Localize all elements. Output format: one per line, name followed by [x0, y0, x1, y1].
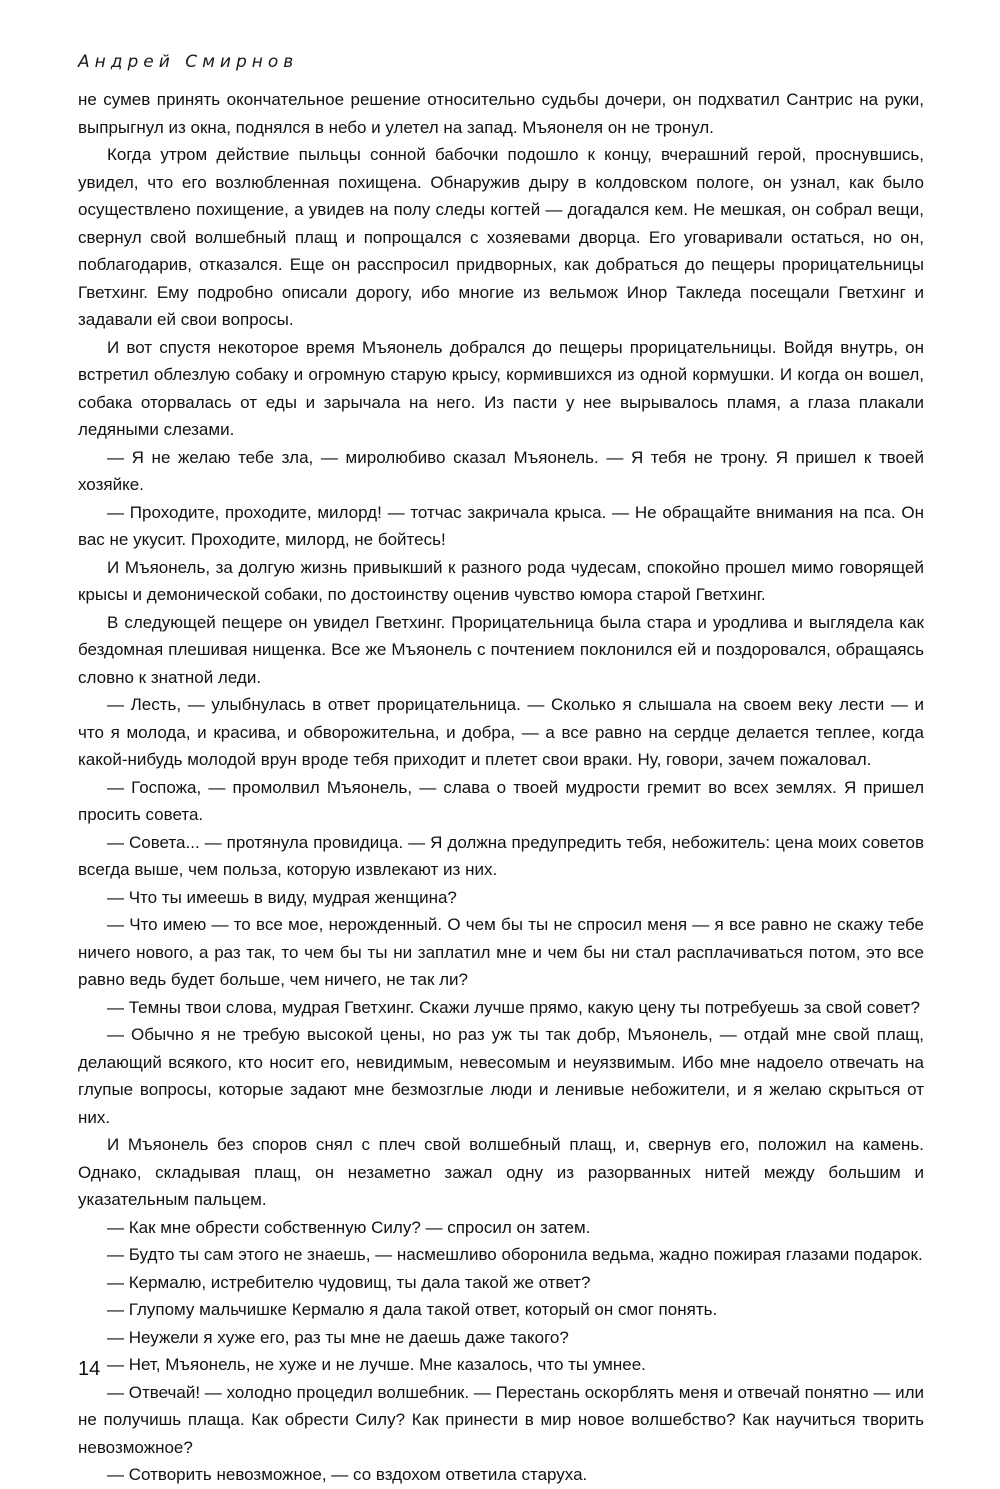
paragraph: — Неужели я хуже его, раз ты мне не даешь даже такого? — [107, 1327, 569, 1347]
paragraph: — Нет, Мъяонель, не хуже и не лучше. Мне казалось, что ты умнее. — [107, 1355, 646, 1374]
paragraph: — Я не желаю тебе зла, — миролюбиво сказал Мъяонель. — Я тебя не трону. Я пришел к твоей хозяйке. — [78, 447, 924, 494]
paragraph: Когда утром действие пыльцы сонной бабочки подошло к концу, вчерашний герой, проснувшись, увидел, что его возлюбленная похищена. Обнаружив дыру в колдовском пологе, он узнал, как было осуществлено похищение, а увидев на полу следы когтей — догадался кем. Не мешкая, он собрал вещи, свернул свой волшебный плащ и попрощался с хозяевами дворца. Его уговаривали остаться, но он, поблагодарив, отказался. Еще он расспросил придворных, как добраться до пещеры прорицательницы Гветхинг. Ему подробно описали дорогу, ибо многие из вельмож Инор Такледа посещали Гветхинг и задавали ей свои вопросы. — [78, 145, 924, 329]
paragraph: — Темны твои слова, мудрая Гветхинг. Скажи лучше прямо, какую цену ты потребуешь за свой совет? — [107, 997, 920, 1017]
page-number: 14 — [78, 1358, 101, 1380]
paragraph: И Мъяонель, за долгую жизнь привыкший к разного рода чудесам, спокойно прошел мимо говорящей крысы и демонической собаки, по достоинству оценив чувство юмора старой Гветхинг. — [78, 557, 924, 604]
running-head-author: Андрей Смирнов — [78, 52, 299, 72]
body-text — [78, 86, 924, 1489]
paragraph: — Глупому мальчишке Кермалю я дала такой ответ, который он смог понять. — [107, 1300, 718, 1319]
paragraph: — Будто ты сам этого не знаешь, — насмешливо оборонила ведьма, жадно пожирая глазами подарок. — [107, 1245, 923, 1264]
paragraph: — Отвечай! — холодно процедил волшебник. — Перестань оскорблять меня и отвечай понятно — или не получишь плаща. Как обрести Силу? Как принести в мир новое волшебство? Как научиться творить невозможное? — [78, 1382, 924, 1457]
paragraph: — Сотворить невозможное, — со вздохом ответила старуха. — [107, 1465, 588, 1484]
paragraph: — Что ты имеешь в виду, мудрая женщина? — [107, 887, 457, 907]
paragraph: — Обычно я не требую высокой цены, но раз уж ты так добр, Мъяонель, — отдай мне свой плащ, делающий всякого, кто носит его, невидимым, невесомым и неуязвимым. Ибо мне надоело отвечать на глупые вопросы, которые задают мне безмозглые люди и ленивые небожители, и я желаю скрыться от них. — [78, 1025, 924, 1127]
paragraph: — Совета... — протянула провидица. — Я должна предупредить тебя, небожитель: цена моих советов всегда выше, чем польза, которую извлекают из них. — [78, 832, 924, 879]
paragraph: — Проходите, проходите, милорд! — тотчас закричала крыса. — Не обращайте внимания на пса. Он вас не укусит. Проходите, милорд, не бойтесь! — [78, 502, 924, 549]
paragraph: — Госпожа, — промолвил Мъяонель, — слава о твоей мудрости гремит во всех землях. Я пришел просить совета. — [78, 777, 924, 824]
paragraph: — Кермалю, истребителю чудовищ, ты дала такой же ответ? — [107, 1272, 591, 1292]
paragraph: — Как мне обрести собственную Силу? — спросил он затем. — [107, 1217, 591, 1237]
paragraph: — Что имею — то все мое, нерожденный. О чем бы ты не спросил меня — я все равно не скажу тебе ничего нового, а раз так, то чем бы ты ни заплатил мне и чем бы ни стал расплачиваться потом, это все равно ведь будет больше, чем ничего, не так ли? — [78, 915, 924, 989]
paragraph: не сумев принять окончательное решение относительно судьбы дочери, он подхватил Сантрис на руки, выпрыгнул из окна, поднялся в небо и улетел на запад. Мъяонеля он не тронул. — [78, 90, 924, 137]
paragraph: — Лесть, — улыбнулась в ответ прорицательница. — Сколько я слышала на своем веку лести — и что я молода, и красива, и обворожительна, и добра, — а все равно на сердце делается теплее, когда какой-нибудь молодой врун вроде тебя приходит и плетет свои враки. Ну, говори, зачем пожаловал. — [78, 695, 924, 769]
paragraph: И вот спустя некоторое время Мъяонель добрался до пещеры прорицательницы. Войдя внутрь, он встретил облезлую собаку и огромную старую крысу, кормившихся из одной кормушки. И когда он вошел, собака оторвалась от еды и зарычала на него. Из пасти у нее вырывалось пламя, а глаза плакали ледяными слезами. — [78, 337, 924, 439]
paragraph: В следующей пещере он увидел Гветхинг. Прорицательница была стара и уродлива и выглядела как бездомная плешивая нищенка. Все же Мъяонель с почтением поклонился ей и поздоровался, обращаясь словно к знатной леди. — [78, 612, 924, 687]
paragraph: И Мъяонель без споров снял с плеч свой волшебный плащ, и, свернув его, положил на камень. Однако, складывая плащ, он незаметно зажал одну из разорванных нитей между большим и указательным пальцем. — [78, 1135, 924, 1209]
